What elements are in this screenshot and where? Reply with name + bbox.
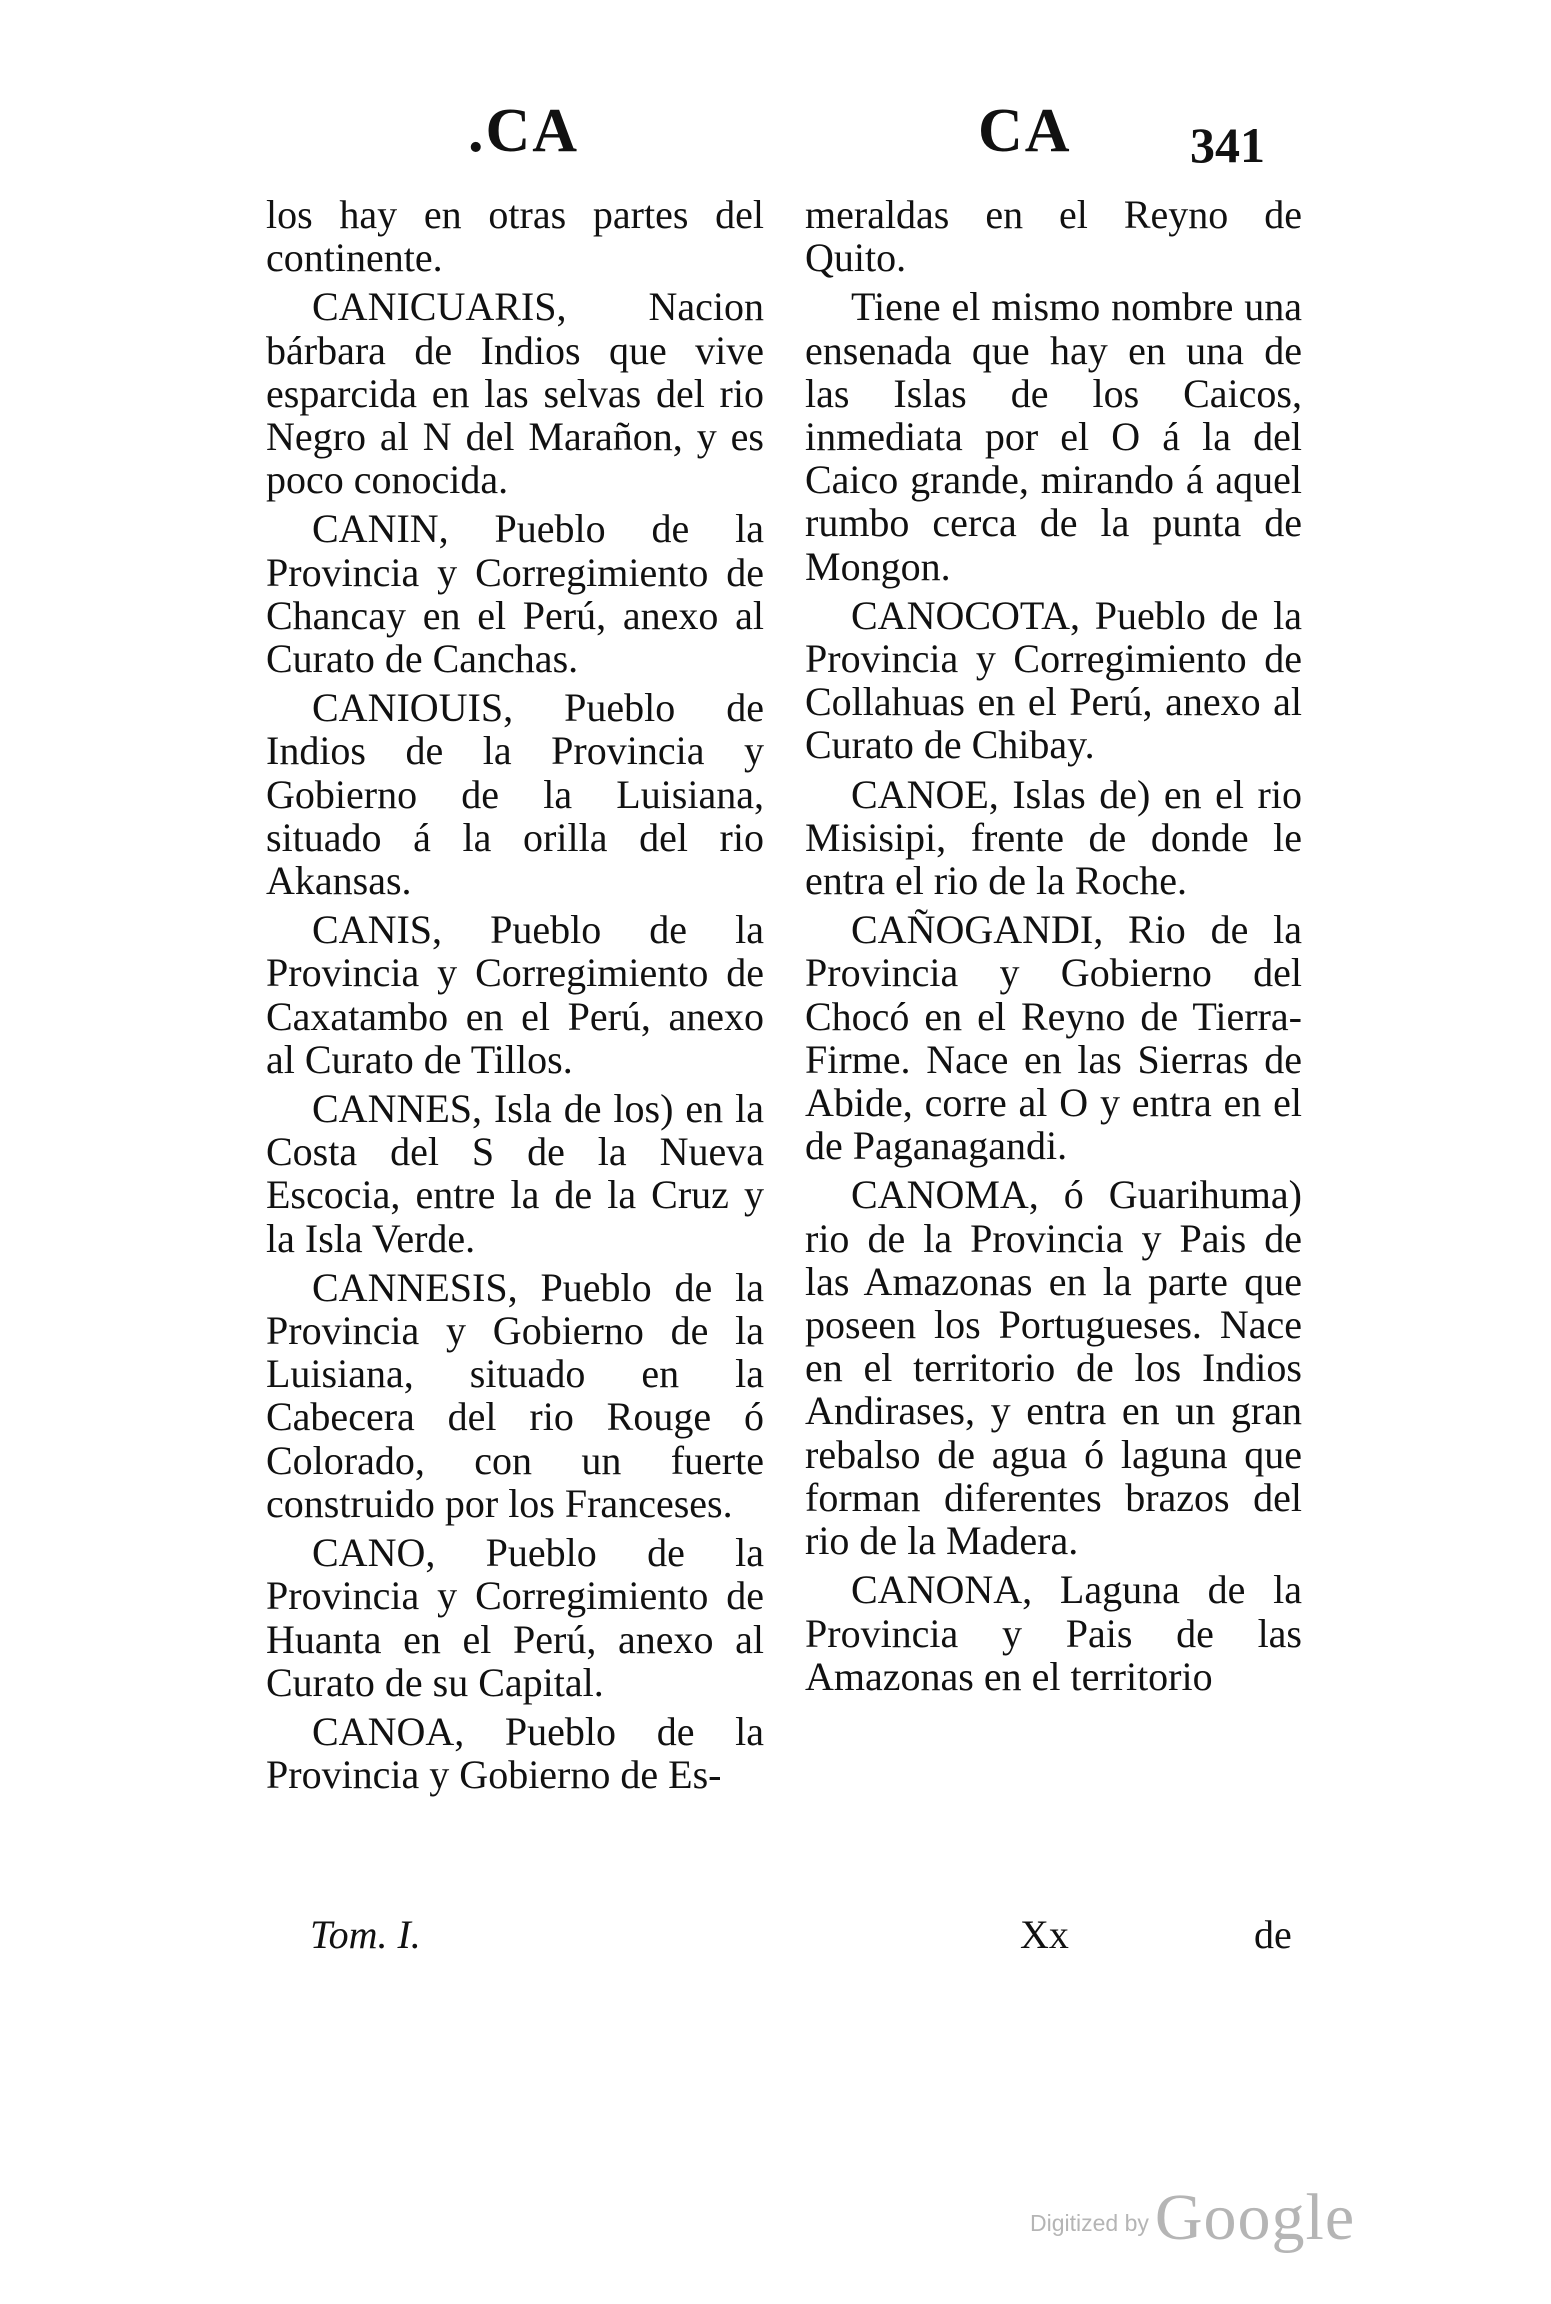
left-column bbox=[266, 193, 764, 1802]
watermark-prefix: Digitized by bbox=[1030, 2210, 1149, 2236]
dictionary-entry: CANIN, Pueblo de la Provincia y Corregimiento de Chancay en el Perú, anexo al Curato de Canchas. bbox=[266, 506, 764, 682]
signature-mark: Xx bbox=[1020, 1912, 1069, 1957]
dictionary-entry: CANOE, Islas de) en el rio Misisipi, frente de donde le entra el rio de la Roche. bbox=[805, 771, 1302, 904]
dictionary-entry: Tiene el mismo nombre una ensenada que hay en una de las Islas de los Caicos, inmediata por el O á la del Caico grande, mirando á aquel rumbo cerca de la punta de Mongon. bbox=[805, 284, 1302, 589]
dictionary-entry: CANOCOTA, Pueblo de la Provincia y Corregimiento de Collahuas en el Perú, anexo al Curato de Chibay. bbox=[805, 592, 1302, 768]
dictionary-entry: CAÑOGANDI, Rio de la Provincia y Gobierno del Chocó en el Reyno de Tierra-Firme. Nace en las Sierras de Abide, corre al O y entra en el de Paganagandi. bbox=[805, 907, 1302, 1169]
dictionary-entry: CANOMA, ó Guarihuma) rio de la Provincia y Pais de las Amazonas en la parte que poseen los Portugueses. Nace en el territorio de los Indios Andirases, y entra en un gran rebalso de agua ó laguna que forman diferentes brazos del rio de la Madera. bbox=[805, 1172, 1302, 1564]
dictionary-entry: CANONA, Laguna de la Provincia y Pais de las Amazonas en el territorio bbox=[805, 1567, 1302, 1699]
google-logo: Google bbox=[1154, 2181, 1356, 2254]
dictionary-entry: CANIS, Pueblo de la Provincia y Corregimiento de Caxatambo en el Perú, anexo al Curato de Tillos. bbox=[266, 907, 764, 1082]
dictionary-entry: CANNESIS, Pueblo de la Provincia y Gobierno de la Luisiana, situado en la Cabecera del rio Rouge ó Colorado, con un fuerte construido por los Franceses. bbox=[266, 1264, 764, 1526]
dictionary-entry: meraldas en el Reyno de Quito. bbox=[805, 192, 1302, 281]
volume-mark: Tom. I. bbox=[310, 1912, 421, 1957]
running-head-left: .CA bbox=[468, 97, 580, 165]
dictionary-entry: CANNES, Isla de los) en la Costa del S de la Nueva Escocia, entre la de la Cruz y la Isla Verde. bbox=[266, 1086, 764, 1261]
running-head-right: CA bbox=[978, 97, 1072, 165]
page-number: 341 bbox=[1190, 117, 1265, 173]
digitization-watermark bbox=[1030, 2181, 1356, 2254]
dictionary-entry: CANIOUIS, Pueblo de Indios de la Provincia y Gobierno de la Luisiana, situado á la orilla del rio Akansas. bbox=[266, 685, 764, 904]
right-column bbox=[805, 193, 1302, 1704]
dictionary-entry: CANOA, Pueblo de la Provincia y Gobierno de Es- bbox=[266, 1708, 764, 1798]
dictionary-entry: CANO, Pueblo de la Provincia y Corregimiento de Huanta en el Perú, anexo al Curato de su Capital. bbox=[266, 1530, 764, 1705]
catchword: de bbox=[1254, 1912, 1292, 1957]
dictionary-entry: los hay en otras partes del continente. bbox=[266, 192, 764, 281]
dictionary-entry: CANICUARIS, Nacion bárbara de Indios que vive esparcida en las selvas del rio Negro al N del Marañon, y es poco conocida. bbox=[266, 284, 764, 503]
